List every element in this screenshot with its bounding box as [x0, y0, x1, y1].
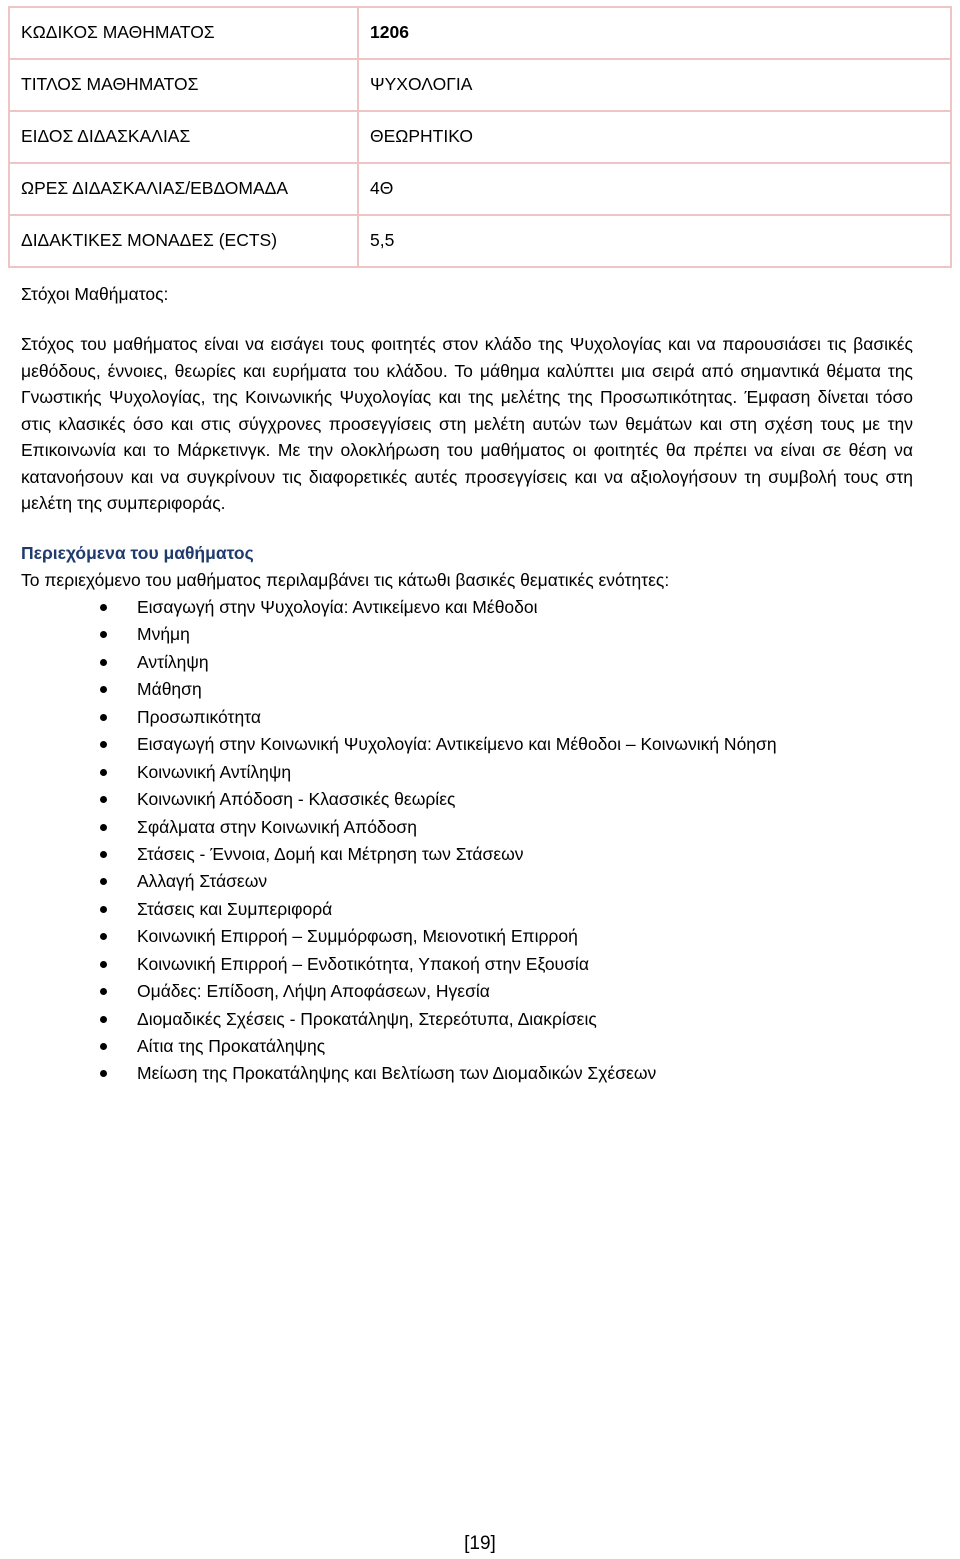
bullet-icon — [100, 686, 107, 693]
list-item — [0, 925, 960, 952]
bullet-icon — [100, 906, 107, 913]
topic-label: Κοινωνική Απόδοση - Κλασσικές θεωρίες — [137, 789, 456, 810]
table-row — [9, 215, 951, 267]
topic-label: Εισαγωγή στην Ψυχολογία: Αντικείμενο και Μέθοδοι — [137, 597, 538, 617]
ects-credits-value: 5,5 — [358, 215, 951, 267]
bullet-icon — [100, 1070, 107, 1077]
list-item — [0, 651, 960, 678]
topic-label: Διομαδικές Σχέσεις - Προκατάληψη, Στερεότυπα, Διακρίσεις — [137, 1008, 597, 1029]
bullet-icon — [100, 851, 107, 858]
topic-list — [0, 596, 960, 1090]
topic-label: Ομάδες: Επίδοση, Λήψη Αποφάσεων, Ηγεσία — [137, 981, 490, 1002]
bullet-icon — [100, 878, 107, 885]
bullet-icon — [100, 769, 107, 776]
list-item — [0, 898, 960, 925]
course-title-label: ΤΙΤΛΟΣ ΜΑΘΗΜΑΤΟΣ — [9, 59, 358, 111]
course-code-value: 1206 — [358, 7, 951, 59]
table-row — [9, 7, 951, 59]
list-item — [0, 623, 960, 650]
list-item — [0, 788, 960, 815]
topic-label: Στάσεις και Συμπεριφορά — [137, 898, 333, 919]
topic-label: Μνήμη — [137, 624, 190, 645]
weekly-hours-value: 4Θ — [358, 163, 951, 215]
list-item — [0, 816, 960, 843]
course-info-table — [8, 6, 952, 268]
bullet-icon — [100, 988, 107, 995]
bullet-icon — [100, 1016, 107, 1023]
table-row — [9, 163, 951, 215]
list-item — [0, 733, 960, 760]
topic-label: Προσωπικότητα — [137, 706, 261, 727]
topic-label: Εισαγωγή στην Κοινωνική Ψυχολογία: Αντικείμενο και Μέθοδοι – Κοινωνική Νόηση — [137, 734, 777, 755]
topic-label: Αντίληψη — [137, 651, 209, 672]
list-item — [0, 1062, 960, 1089]
topic-label: Αλλαγή Στάσεων — [137, 871, 268, 892]
topic-label: Σφάλματα στην Κοινωνική Απόδοση — [137, 816, 417, 837]
list-item — [0, 953, 960, 980]
topic-label: Μάθηση — [137, 679, 202, 700]
list-item — [0, 678, 960, 705]
objectives-heading: Στόχοι Μαθήματος: — [21, 284, 169, 304]
content-heading: Περιεχόμενα του μαθήματος — [21, 543, 254, 563]
bullet-icon — [100, 741, 107, 748]
bullet-icon — [100, 796, 107, 803]
teaching-type-value: ΘΕΩΡΗΤΙΚΟ — [358, 111, 951, 163]
table-row — [9, 59, 951, 111]
topic-label: Κοινωνική Αντίληψη — [137, 761, 292, 782]
bullet-icon — [100, 933, 107, 940]
course-code-label: ΚΩΔΙΚΟΣ ΜΑΘΗΜΑΤΟΣ — [9, 7, 358, 59]
content-intro: Το περιεχόμενο του μαθήματος περιλαμβάνει τις κάτωθι βασικές θεματικές ενότητες: — [21, 570, 670, 590]
list-item — [0, 1008, 960, 1035]
topic-label: Στάσεις - Έννοια, Δομή και Μέτρηση των Στάσεων — [137, 843, 524, 864]
list-item — [0, 843, 960, 870]
list-item — [0, 870, 960, 897]
list-item — [0, 761, 960, 788]
topic-label: Αίτια της Προκατάληψης — [137, 1036, 326, 1056]
ects-credits-label: ΔΙΔΑΚΤΙΚΕΣ ΜΟΝΑΔΕΣ (ECTS) — [9, 215, 358, 267]
bullet-icon — [100, 1043, 107, 1050]
bullet-icon — [100, 604, 107, 611]
topic-label: Μείωση της Προκατάληψης και Βελτίωση των Διομαδικών Σχέσεων — [137, 1063, 657, 1084]
list-item — [0, 1035, 960, 1062]
table-row — [9, 111, 951, 163]
bullet-icon — [100, 961, 107, 968]
bullet-icon — [100, 714, 107, 721]
course-title-value: ΨΥΧΟΛΟΓΙΑ — [358, 59, 951, 111]
list-item — [0, 596, 960, 623]
bullet-icon — [100, 631, 107, 638]
weekly-hours-label: ΩΡΕΣ ΔΙΔΑΣΚΑΛΙΑΣ/ΕΒΔΟΜΑΔΑ — [9, 163, 358, 215]
topic-label: Κοινωνική Επιρροή – Συμμόρφωση, Μειονοτική Επιρροή — [137, 926, 578, 947]
teaching-type-label: ΕΙΔΟΣ ΔΙΔΑΣΚΑΛΙΑΣ — [9, 111, 358, 163]
page-number: [19] — [464, 1533, 496, 1554]
bullet-icon — [100, 824, 107, 831]
topic-label: Κοινωνική Επιρροή – Ενδοτικότητα, Υπακοή στην Εξουσία — [137, 953, 589, 974]
bullet-icon — [100, 659, 107, 666]
list-item — [0, 980, 960, 1007]
objectives-paragraph: Στόχος του μαθήματος είναι να εισάγει τους φοιτητές στον κλάδο της Ψυχολογίας και να παρουσιάσει τις βασικές μεθόδους, έννοιες, θεωρίες και ευρήματα του κλάδου. Το μάθημα καλύπτει μια σειρά από σημαντικά θέματα της Γνωστικής Ψυχολογίας, της Κοινωνικής Ψυχολογίας και της μελέτης της Προσωπικότητας. Έμφαση δίνεται τόσο στις κλασικές όσο και στις σύγχρονες προσεγγίσεις στη μελέτη αυτών των θεμάτων και στη σχέση τους με την Επικοινωνία και το Μάρκετινγκ. Με την ολοκλήρωση του μαθήματος οι φοιτητές θα πρέπει να είναι σε θέση να κατανοήσουν και να συγκρίνουν τις διαφορετικές αυτές προσεγγίσεις και να αξιολογήσουν τη συμβολή τους στη μελέτη της συμπεριφοράς. — [21, 334, 913, 513]
list-item — [0, 706, 960, 733]
